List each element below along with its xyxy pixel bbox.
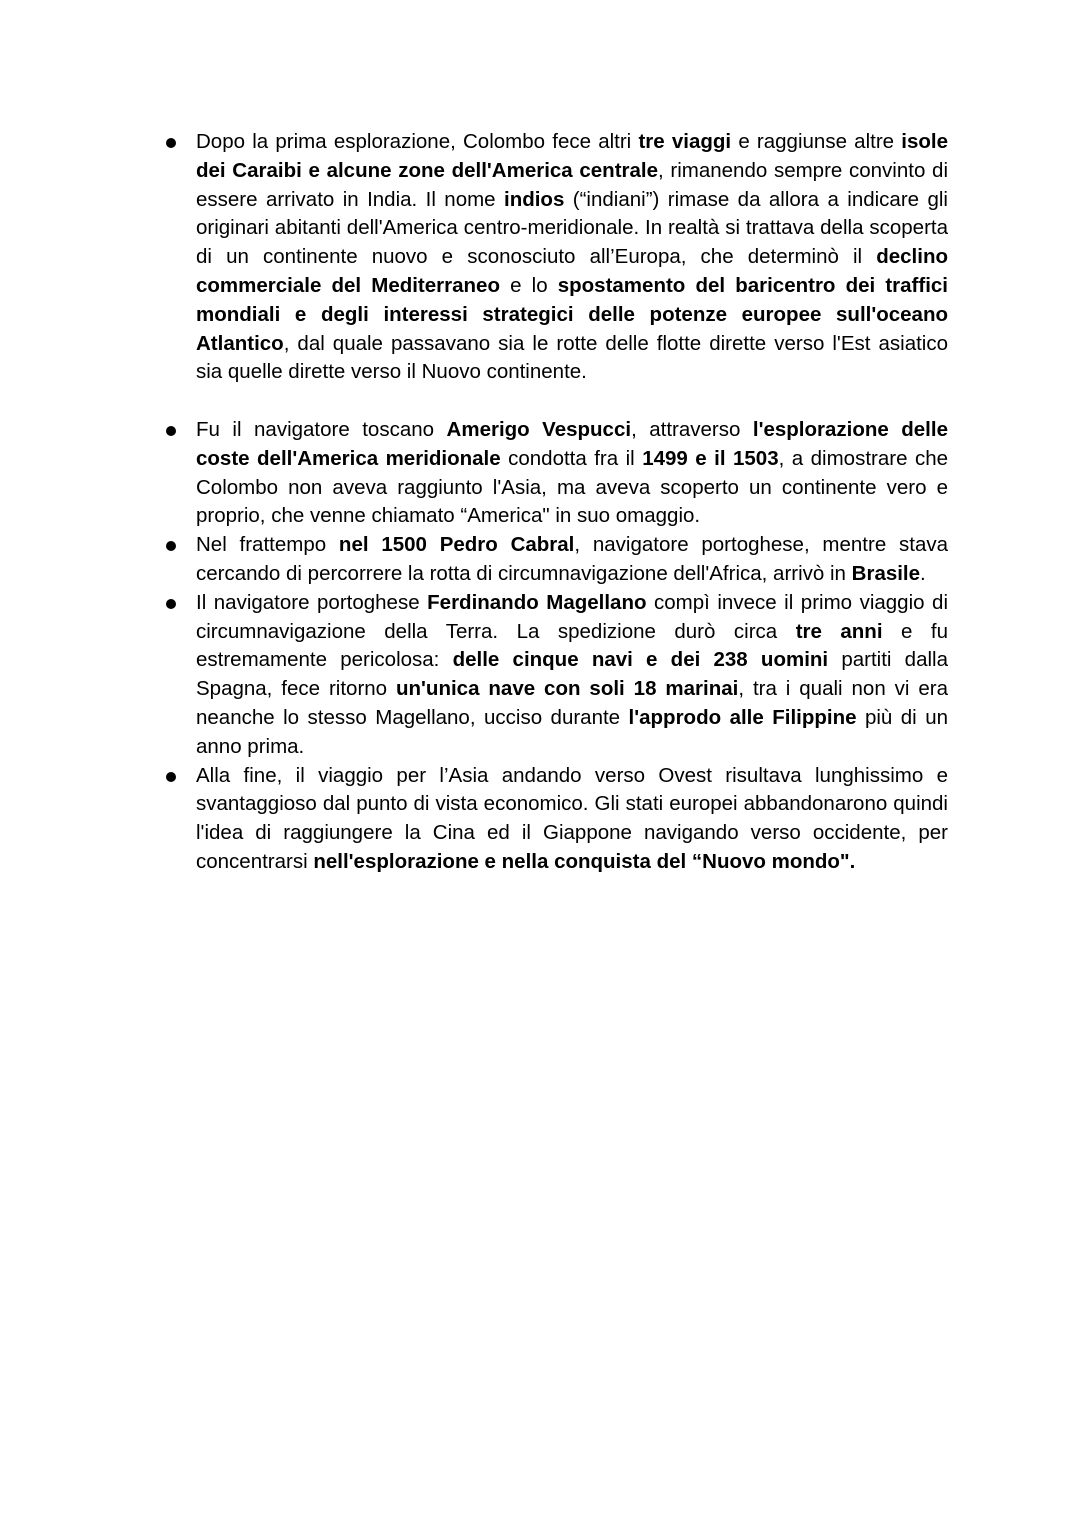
body-text: , a dimostrare che Colombo non aveva raggiunto l'Asia, ma aveva scoperto un continente vero e proprio, che venne chiamato “America" in suo omaggio. [196,446,948,528]
bold-text: indios [504,187,565,211]
bold-text: spostamento del baricentro dei traffici mondiali e degli interessi strategici delle potenze europee sull'oceano Atlantico [196,273,948,355]
body-text: , dal quale passavano sia le rotte delle flotte dirette verso l'Est asiatico sia quelle dirette verso il Nuovo continente. [196,331,948,384]
body-text: Fu il navigatore toscano [196,417,447,441]
bullet-item-magellano [196,589,948,762]
bold-text: Brasile [851,561,921,585]
body-text: partiti dalla Spagna, fece ritorno [196,648,948,701]
bold-text: tre viaggi [638,130,732,153]
body-text: e raggiunse altre [731,130,902,153]
bullet-dot-icon [166,426,176,436]
bold-text: delle cinque navi e dei 238 uomini [452,648,829,672]
bold-text: un'unica nave con soli 18 marinai [396,677,739,701]
body-text: compì invece il primo viaggio di circumnavigazione della Terra. La spedizione durò circa [196,590,949,643]
bold-text: l'esplorazione delle coste dell'America meridionale [196,417,948,470]
body-text: più di un anno prima. [196,705,948,758]
bold-text: isole dei Caraibi e alcune zone dell'America centrale [196,130,948,182]
body-text: (“indiani”) rimase da allora a indicare gli originari abitanti dell'America centro-meridionale. In realtà si trattava della scoperta di un continente nuovo e sconosciuto all’Europa, che determinò il [196,187,948,269]
bold-text: Amerigo Vespucci [446,417,632,441]
bullet-dot-icon [166,599,176,609]
bold-text: Ferdinando Magellano [427,590,647,614]
bold-text: nel 1500 Pedro Cabral [338,533,575,557]
body-text: e fu estremamente pericolosa: [196,619,949,672]
bullet-list [196,128,948,877]
body-text: condotta fra il [500,446,643,470]
body-text: , tra i quali non vi era neanche lo stesso Magellano, ucciso durante [196,677,949,729]
bold-text: nell'esplorazione e nella conquista del “Nuovo mondo". [313,849,856,873]
bullet-item-nuovo-mondo [196,762,948,877]
bold-text: declino commerciale del Mediterraneo [196,245,948,297]
bullet-item-cabral [196,531,948,589]
body-text: Il navigatore portoghese [196,590,428,614]
bold-text: tre anni [795,619,883,643]
body-text: , attraverso [631,417,753,441]
bullet-item-vespucci [196,416,948,531]
body-text: e lo [499,273,558,297]
body-text: , navigatore portoghese, mentre stava cercando di percorrere la rotta di circumnavigazione dell'Africa, arrivò in [196,533,949,585]
bullet-item-colombo [196,128,948,387]
bullet-dot-icon [166,541,176,551]
bold-text: 1499 e il 1503 [642,446,779,470]
body-text: Nel frattempo [196,533,339,557]
bold-text: l'approdo alle Filippine [628,705,857,729]
body-text: Dopo la prima esplorazione, Colombo fece altri [196,130,639,153]
document-body [196,128,948,877]
bullet-dot-icon [166,138,176,148]
body-text: . [920,561,926,585]
body-text: , rimanendo sempre convinto di essere arrivato in India. Il nome [196,158,948,211]
bullet-dot-icon [166,772,176,782]
body-text: Alla fine, il viaggio per l’Asia andando verso Ovest risultava lunghissimo e svantaggioso dal punto di vista economico. Gli stati europei abbandonarono quindi l'idea di raggiungere la Cina ed il Giappone navigando verso occidente, per concentrarsi [196,763,948,873]
